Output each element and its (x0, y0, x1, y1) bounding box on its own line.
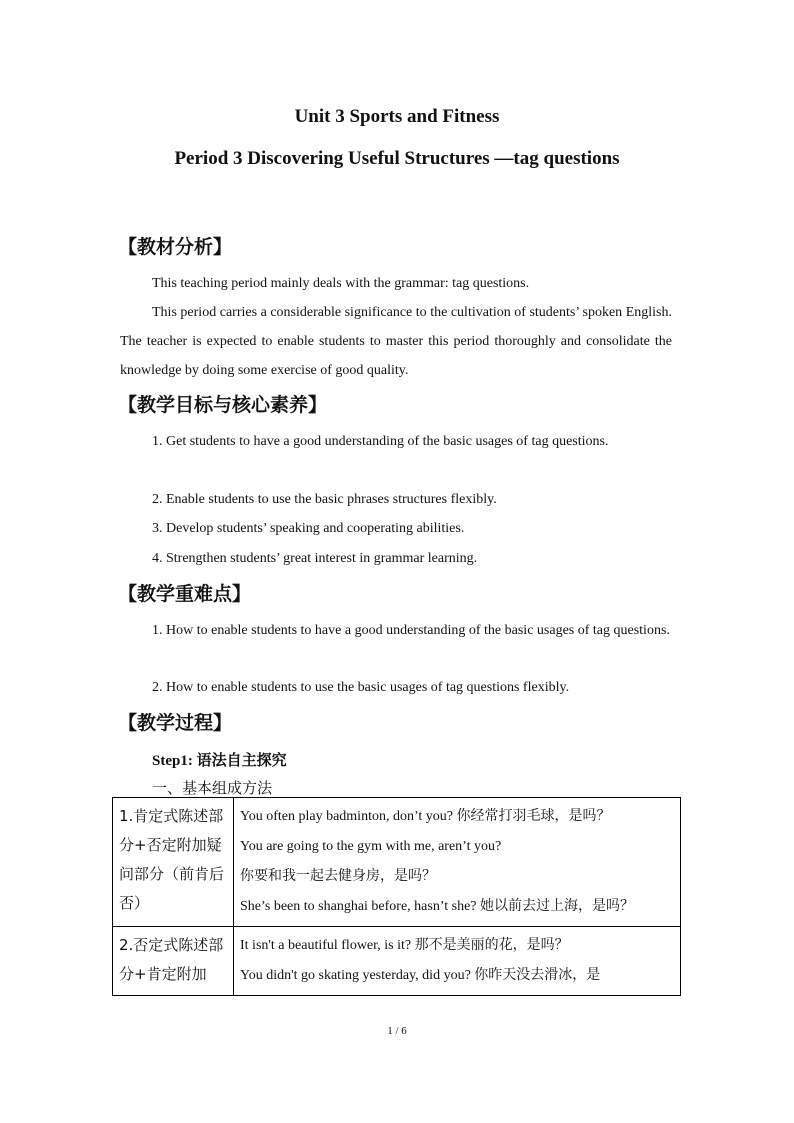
example-sentence: You didn't go skating yesterday, did you? 你昨天没去滑冰，是 (240, 968, 601, 983)
table-cell-rule: 1.肯定式陈述部分+否定附加疑问部分（前肯后否） (113, 798, 234, 927)
goal-item-1: 1. Get students to have a good understanding of the basic usages of tag questions. (152, 434, 609, 449)
goal-item-4: 4. Strengthen students’ great interest in grammar learning. (152, 551, 478, 566)
table-cell-rule: 2.否定式陈述部分+肯定附加 (113, 927, 234, 996)
analysis-paragraph-1: This teaching period mainly deals with the grammar: tag questions. (152, 276, 530, 291)
table-row (113, 927, 681, 996)
section-heading-goals: 【教学目标与核心素养】 (118, 394, 328, 416)
document-subtitle: Period 3 Discovering Useful Structures —tag questions (174, 148, 620, 169)
example-sentence: It isn't a beautiful flower, is it? 那不是美丽的花，是吗？ (240, 938, 569, 953)
example-sentence: You often play badminton, don’t you? 你经常打羽毛球，是吗？ (240, 809, 611, 824)
difficulty-item-2: 2. How to enable students to use the basic usages of tag questions flexibly. (152, 680, 570, 695)
example-sentence: You are going to the gym with me, aren’t you? (240, 839, 502, 854)
goal-item-3: 3. Develop students’ speaking and cooperating abilities. (152, 521, 465, 536)
goal-item-2: 2. Enable students to use the basic phrases structures flexibly. (152, 492, 497, 507)
table-row (113, 798, 681, 927)
page-number: 1 / 6 (387, 1025, 407, 1037)
page-bottom-margin (0, 1003, 794, 1013)
section-heading-difficulties: 【教学重难点】 (118, 583, 252, 605)
structure-table (112, 797, 681, 996)
difficulty-item-1: 1. How to enable students to have a good understanding of the basic usages of tag questions. (152, 623, 670, 638)
step-heading: Step1: 语法自主探究 (152, 753, 287, 769)
table-cell-examples (234, 927, 681, 996)
table-cell-examples (234, 798, 681, 927)
section-heading-analysis: 【教材分析】 (118, 236, 233, 258)
analysis-paragraph-2: This period carries a considerable significance to the cultivation of students’ spoken English. The teacher is expected to enable students to master this period thoroughly and consolidate the knowledge by doing some exercise of good quality. (120, 305, 672, 378)
subheading-basic-structure: 一、基本组成方法 (152, 779, 273, 797)
document-title: Unit 3 Sports and Fitness (294, 106, 500, 127)
section-heading-process: 【教学过程】 (118, 712, 233, 734)
example-sentence: She’s been to shanghai before, hasn’t she? 她以前去过上海，是吗？ (240, 899, 635, 914)
example-translation: 你要和我一起去健身房，是吗？ (240, 869, 436, 884)
